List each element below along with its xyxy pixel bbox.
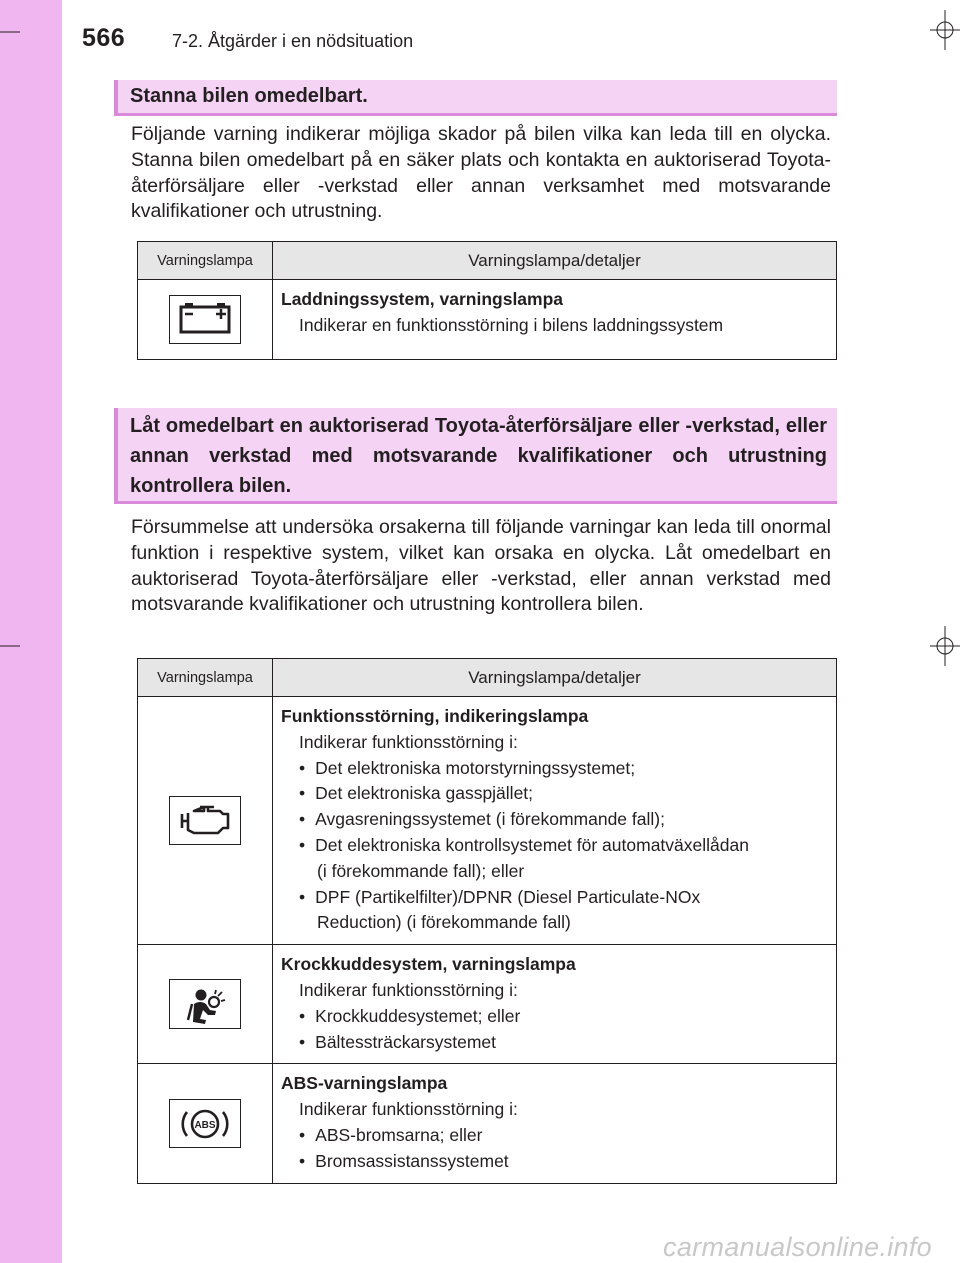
abs-icon — [169, 1099, 241, 1148]
paragraph-stop-car: Följande varning indikerar möjliga skador på bilen vilka kan leda till en olycka. Stanna bilen omedelbart på en säker plats och kontakta en auktoriserad Toyota-återförsäljare eller -verkstad eller annan verksamhet med motsvarande kvalifikationer och utrustning. — [131, 123, 831, 223]
list-item — [281, 807, 828, 833]
abs-icon-label: ABS — [194, 1119, 216, 1131]
list-item — [281, 1004, 828, 1030]
details-cell — [273, 280, 837, 360]
bullet-glyph: • — [299, 1150, 306, 1171]
heading-stop-car: Stanna bilen omedelbart. — [114, 80, 837, 116]
bullet-text: Det elektroniska gasspjället; — [315, 783, 534, 804]
table-row — [138, 697, 837, 945]
table-row — [138, 1064, 837, 1183]
lamp-title: Krockkuddesystem, varningslampa — [281, 954, 576, 975]
paragraph-contact-dealer: Försummelse att undersöka orsakerna till följande varningar kan leda till onormal funktion i respektive system, vilket kan orsaka en olycka. Låt omedelbart en auktoriserad Toyota-återförsäljare eller -verkstad, eller annan verkstad med motsvarande kvalifikationer och utrustning kontrollera bilen. — [131, 516, 831, 616]
list-item — [281, 1149, 828, 1175]
icon-cell — [138, 697, 273, 945]
bullet-glyph: • — [299, 1005, 306, 1026]
bullet-glyph: • — [299, 1124, 306, 1145]
list-item — [281, 1123, 828, 1149]
section-title: 7-2. Åtgärder i en nödsituation — [172, 31, 414, 51]
bullet-continuation: (i förekommande fall); eller — [317, 860, 525, 881]
details-cell — [273, 945, 837, 1064]
bullet-text: Bältessträckarsystemet — [315, 1031, 497, 1052]
crop-mark-left-top — [0, 30, 20, 34]
list-item — [281, 781, 828, 807]
lamp-title: Funktionsstörning, indikeringslampa — [281, 706, 589, 726]
warning-table-2 — [137, 658, 837, 1184]
bullet-glyph: • — [299, 783, 306, 804]
list-item — [281, 1030, 828, 1056]
lamp-description: Indikerar funktionsstörning i: — [299, 979, 518, 1000]
details-cell — [273, 1064, 837, 1183]
column-header-details: Varningslampa/detaljer — [273, 242, 837, 280]
bullet-glyph: • — [299, 1031, 306, 1052]
table-row — [138, 280, 837, 360]
bullet-text: Bromsassistanssystemet — [315, 1150, 509, 1171]
lamp-title: ABS-varningslampa — [281, 1073, 448, 1094]
column-header-lamp: Varningslampa — [138, 242, 273, 280]
bullet-glyph: • — [299, 834, 306, 855]
crop-mark-left-mid — [0, 644, 20, 648]
watermark: carmanualsonline.info — [663, 1232, 932, 1262]
bullet-text: Det elektroniska kontrollsystemet för automatväxellådan — [315, 834, 749, 855]
lamp-title: Laddningssystem, varningslampa — [281, 289, 564, 309]
bullet-text: ABS-bromsarna; eller — [315, 1124, 483, 1145]
crop-mark-mid-right — [930, 626, 960, 666]
column-header-details: Varningslampa/detaljer — [273, 659, 837, 697]
list-item — [281, 885, 828, 911]
bullet-glyph: • — [299, 809, 306, 830]
icon-cell — [138, 945, 273, 1064]
list-item — [281, 756, 828, 782]
airbag-icon — [169, 979, 241, 1029]
bullet-text: Krockkuddesystemet; eller — [315, 1005, 521, 1026]
crop-mark-top-right — [930, 10, 960, 50]
bullet-text: Det elektroniska motorstyrningssystemet; — [315, 757, 636, 778]
battery-icon — [169, 295, 241, 344]
table-header-row — [138, 659, 837, 697]
lamp-description: Indikerar en funktionsstörning i bilens laddningssystem — [299, 314, 724, 335]
column-header-lamp: Varningslampa — [138, 659, 273, 697]
details-cell — [273, 697, 837, 945]
warning-table-1 — [137, 241, 837, 360]
table-row — [138, 945, 837, 1064]
lamp-description: Indikerar funktionsstörning i: — [299, 731, 518, 752]
bullet-continuation: Reduction) (i förekommande fall) — [317, 912, 571, 933]
table-header-row — [138, 242, 837, 280]
list-item — [281, 833, 828, 859]
bullet-text: DPF (Partikelfilter)/DPNR (Diesel Particulate-NOx — [315, 886, 701, 907]
bullet-glyph: • — [299, 757, 306, 778]
icon-cell — [138, 280, 273, 360]
engine-icon — [169, 796, 241, 845]
lamp-description: Indikerar funktionsstörning i: — [299, 1099, 518, 1120]
side-tab-strip — [0, 0, 62, 1263]
icon-cell — [138, 1064, 273, 1183]
page-number: 566 — [82, 24, 126, 52]
bullet-glyph: • — [299, 886, 306, 907]
bullet-text: Avgasreningssystemet (i förekommande fall); — [315, 809, 665, 830]
heading-contact-dealer: Låt omedelbart en auktoriserad Toyota-återförsäljare eller -verkstad, eller annan verkstad med motsvarande kvalifikationer och utrustning kontrollera bilen. — [114, 408, 837, 504]
